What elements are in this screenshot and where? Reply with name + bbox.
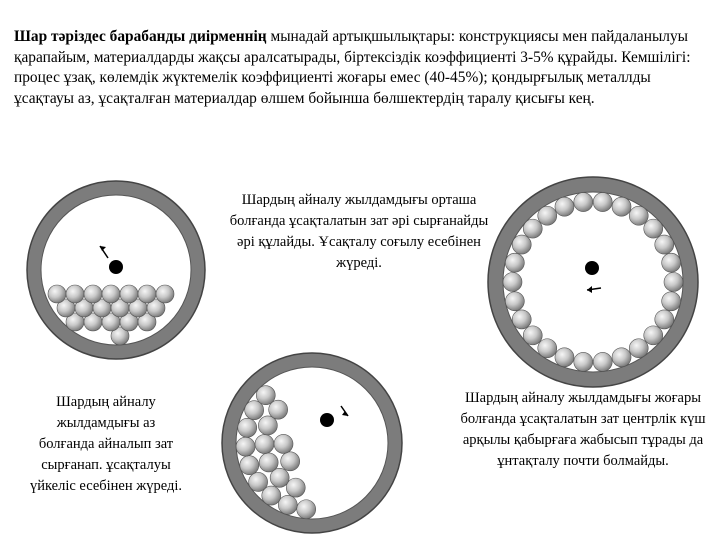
- grinding-ball: [523, 219, 542, 238]
- caption-medium-speed: Шардың айналу жылдамдығы орташа болғанда ұсақталатын зат әрі сырғанайды әрі құлайды. Ұсақталу соғылу есебінен жүреді.: [229, 192, 489, 271]
- drum-interior: [503, 192, 683, 372]
- grinding-ball: [274, 434, 293, 453]
- grinding-ball: [629, 339, 648, 358]
- grinding-ball: [238, 418, 257, 437]
- grinding-ball: [66, 285, 84, 303]
- grinding-ball: [644, 219, 663, 238]
- grinding-ball: [138, 285, 156, 303]
- grinding-ball: [593, 193, 612, 212]
- grinding-ball: [629, 206, 648, 225]
- grinding-ball: [612, 197, 631, 216]
- grinding-ball: [664, 273, 683, 292]
- grinding-ball: [505, 292, 524, 311]
- caption-fast-speed: Шардың айналу жылдамдығы жоғары болғанда ұсақталатын зат центрлік күш арқылы қабырғаға жабысып тұрады да ұнтақталу почти болмайды.: [460, 390, 706, 469]
- grinding-ball: [538, 339, 557, 358]
- caption-slow-speed: Шардың айналу жылдамдығы аз болғанда айналып зат сырғанап. ұсақталуы үйкеліс есебінен жүреді.: [29, 394, 183, 494]
- drum-medium-rotation: [217, 348, 407, 538]
- grinding-ball: [102, 285, 120, 303]
- drum-axle: [320, 413, 334, 427]
- grinding-ball: [240, 456, 259, 475]
- drum-axle: [109, 260, 123, 274]
- grinding-ball: [286, 478, 305, 497]
- grinding-ball: [156, 285, 174, 303]
- grinding-ball: [538, 206, 557, 225]
- grinding-ball: [281, 452, 300, 471]
- grinding-ball: [593, 352, 612, 371]
- drum-slow-rotation: [22, 176, 210, 364]
- grinding-ball: [512, 235, 531, 254]
- grinding-ball: [574, 352, 593, 371]
- grinding-ball: [662, 292, 681, 311]
- grinding-ball: [503, 273, 522, 292]
- grinding-ball: [278, 495, 297, 514]
- intro-bold-term: Шар тәріздес барабанды диірменнің: [14, 28, 267, 45]
- grinding-ball: [505, 253, 524, 272]
- intro-text: мынадай артықшылықтары: конструкциясы мен пайдаланылуы қарапайым, материалдарды жақсы аралсатырады, біртексіздік коэффициенті 3-5% құрайды. Кемшілігі: процес ұзақ, көлемдік жүктемелік коэффициенті жоғары емес (40-45%); қондырғылық металлды ұсақтауы аз, ұсақталған материалдар өлшем бойынша бөлшектердің таралу қисығы кең.: [14, 28, 691, 107]
- drum-fast-rotation: [483, 172, 703, 392]
- grinding-ball: [258, 416, 277, 435]
- grinding-ball: [512, 310, 531, 329]
- grinding-ball: [84, 285, 102, 303]
- grinding-ball: [644, 326, 663, 345]
- grinding-ball: [555, 348, 574, 367]
- grinding-ball: [297, 500, 316, 519]
- grinding-ball: [655, 235, 674, 254]
- grinding-ball: [249, 472, 268, 491]
- grinding-ball: [574, 193, 593, 212]
- grinding-ball: [655, 310, 674, 329]
- grinding-ball: [236, 437, 255, 456]
- grinding-ball: [255, 435, 274, 454]
- grinding-ball: [269, 400, 288, 419]
- intro-paragraph: [14, 27, 714, 109]
- grinding-ball: [523, 326, 542, 345]
- grinding-ball: [555, 197, 574, 216]
- grinding-ball: [120, 285, 138, 303]
- drum-axle: [585, 261, 599, 275]
- grinding-ball: [48, 285, 66, 303]
- grinding-ball: [259, 453, 278, 472]
- grinding-ball: [662, 253, 681, 272]
- grinding-ball: [612, 348, 631, 367]
